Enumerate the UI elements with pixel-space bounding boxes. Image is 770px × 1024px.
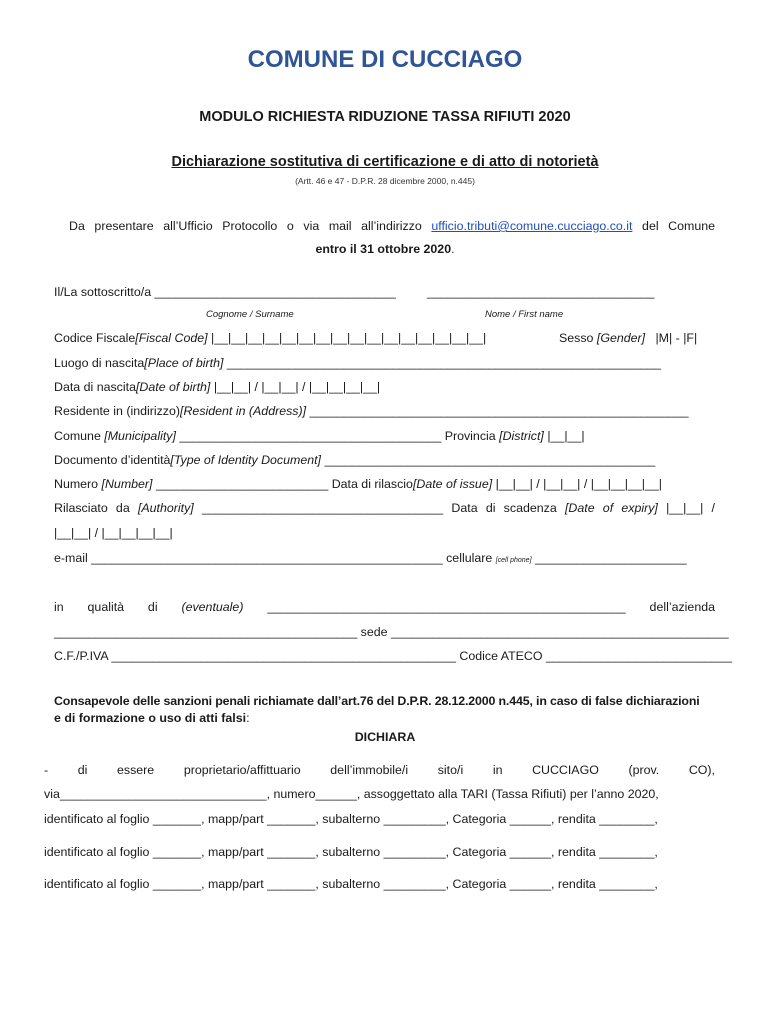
capacity-in: in [54,600,64,614]
document-number-row [54,476,662,492]
property-address-line[interactable]: via______________________________, numero______, assoggettato alla TARI (Tassa Rifiuti) per l’anno 2020, [44,787,659,801]
capacity-eventual: (eventuale) [181,600,244,614]
id-document-en: [Type of Identity Document] [170,453,321,467]
municipality-row [54,428,585,444]
submission-text-after: del Comune [642,219,716,233]
signer-surname-field[interactable]: Il/La sottoscritto/a ___________________________________ [54,285,396,299]
owner-line: - di essere proprietario/affittuario dell’immobile/i sito/i in CUCCIAGO (prov. CO), [44,763,715,777]
awareness-line-2-text: e di formazione o uso di atti falsi [54,711,247,725]
fiscal-code-label: Codice Fiscale [54,331,136,345]
company-input[interactable]: ____________________________________________ [54,625,358,639]
issue-date-label: Data di rilascio [331,477,413,491]
birthplace-input[interactable]: _______________________________________________________________ [226,356,662,370]
awareness-colon: : [246,711,250,725]
mobile-label: cellulare [446,551,493,565]
cadastral-row-2[interactable]: identificato al foglio _______, mapp/part _______, subalterno _________, Categoria ______, rendita ________, [44,845,658,859]
form-title: MODULO RICHIESTA RIDUZIONE TASSA RIFIUTI 2020 [199,109,571,125]
id-document-input[interactable]: ________________________________________________ [324,453,656,467]
birthdate-label: Data di nascita [54,380,136,394]
birthdate-row [54,379,380,395]
issued-by-input[interactable]: ___________________________________ [201,501,444,515]
submission-deadline [0,241,770,257]
address-en: [Resident in (Address)] [180,404,307,418]
capacity-row [54,599,715,615]
declaration-title: Dichiarazione sostitutiva di certificazione e di atto di notorietà [171,154,599,170]
province-label: Provincia [444,429,496,443]
seat-label: sede [360,625,388,639]
issue-date-en: [Date of issue] [412,477,493,491]
email-input[interactable]: ___________________________________________________ [91,551,443,565]
birthdate-en: [Date of birth] [135,380,211,394]
number-input[interactable]: _________________________ [155,477,329,491]
province-en: [District] [499,429,544,443]
vat-label: C.F./P.IVA [54,649,108,663]
email-label: e-mail [54,551,88,565]
cadastral-row-1[interactable]: identificato al foglio _______, mapp/part _______, subalterno _________, Categoria ______, rendita ________, [44,812,658,826]
declares-heading: DICHIARA [354,730,416,744]
expiry-en: [Date of expiry] [564,501,658,515]
deadline-text: entro il 31 ottobre 2020 [315,242,452,256]
signer-name-field[interactable]: _________________________________ [427,285,655,299]
issued-by-label: Rilasciato da [54,501,130,515]
mobile-input[interactable]: ______________________ [534,551,687,565]
expiry-input-day[interactable]: |__|__| / [666,501,715,515]
capacity-of: di [147,600,158,614]
vat-row [54,648,732,664]
vat-input[interactable]: __________________________________________________ [111,649,456,663]
number-en: [Number] [101,477,153,491]
gender-en: [Gender] [596,331,646,345]
capacity-quality: qualità [87,600,125,614]
address-row [54,403,689,419]
municipality-label: Comune [54,429,101,443]
ateco-label: Codice ATECO [459,649,543,663]
province-input[interactable]: |__|__| [547,429,585,443]
birthplace-label: Luogo di nascita [54,356,145,370]
expiry-label: Data di scadenza [451,501,557,515]
birthplace-en: [Place of birth] [144,356,224,370]
issue-date-input[interactable]: |__|__| / |__|__| / |__|__|__|__| [495,477,662,491]
seat-input[interactable]: _________________________________________________ [391,625,729,639]
address-input[interactable]: _______________________________________________________ [309,404,689,418]
deadline-period: . [451,242,455,256]
id-document-label: Documento d’identità [54,453,171,467]
awareness-line-2 [54,710,250,726]
issued-by-row [54,500,715,516]
contact-row [54,550,687,569]
company-label: dell’azienda [649,600,715,614]
municipality-input[interactable]: ______________________________________ [179,429,442,443]
gender-label: Sesso [559,331,594,345]
surname-hint: Cognome / Surname [206,309,294,320]
capacity-input[interactable]: ____________________________________________________ [267,600,626,614]
issued-by-en: [Authority] [137,501,194,515]
municipality-en: [Municipality] [104,429,176,443]
submission-email-link[interactable]: ufficio.tributi@comune.cucciago.co.it [431,219,633,233]
ateco-input[interactable]: ___________________________ [545,649,733,663]
number-label: Numero [54,477,99,491]
awareness-line-1: Consapevole delle sanzioni penali richiamate dall’art.76 del D.P.R. 28.12.2000 n.445, in caso di false dichiarazioni [54,694,700,708]
legal-reference: (Artt. 46 e 47 - D.P.R. 28 dicembre 2000, n.445) [295,176,475,186]
fiscal-code-row [54,330,486,346]
cadastral-row-3[interactable]: identificato al foglio _______, mapp/part _______, subalterno _________, Categoria ______, rendita ________, [44,877,658,891]
fiscal-code-en: [Fiscal Code] [135,331,208,345]
name-hint: Nome / First name [485,309,564,320]
birthplace-row [54,355,661,371]
gender-options[interactable]: |M| - |F| [655,331,698,345]
fiscal-code-input[interactable]: |__|__|__|__|__|__|__|__|__|__|__|__|__|__|__|__| [211,331,487,345]
submission-text: Da presentare all’Ufficio Protocollo o via mail all’indirizzo [69,219,422,233]
expiry-input-rest[interactable]: |__|__| / |__|__|__|__| [54,526,173,540]
municipality-title: COMUNE DI CUCCIAGO [247,46,523,73]
submission-note [69,218,715,234]
gender-row [559,330,697,346]
mobile-en: [cell phone] [495,557,532,564]
birthdate-input[interactable]: |__|__| / |__|__| / |__|__|__|__| [213,380,381,394]
address-label: Residente in (indirizzo) [54,404,181,418]
id-document-row [54,452,655,468]
company-row [54,624,729,640]
